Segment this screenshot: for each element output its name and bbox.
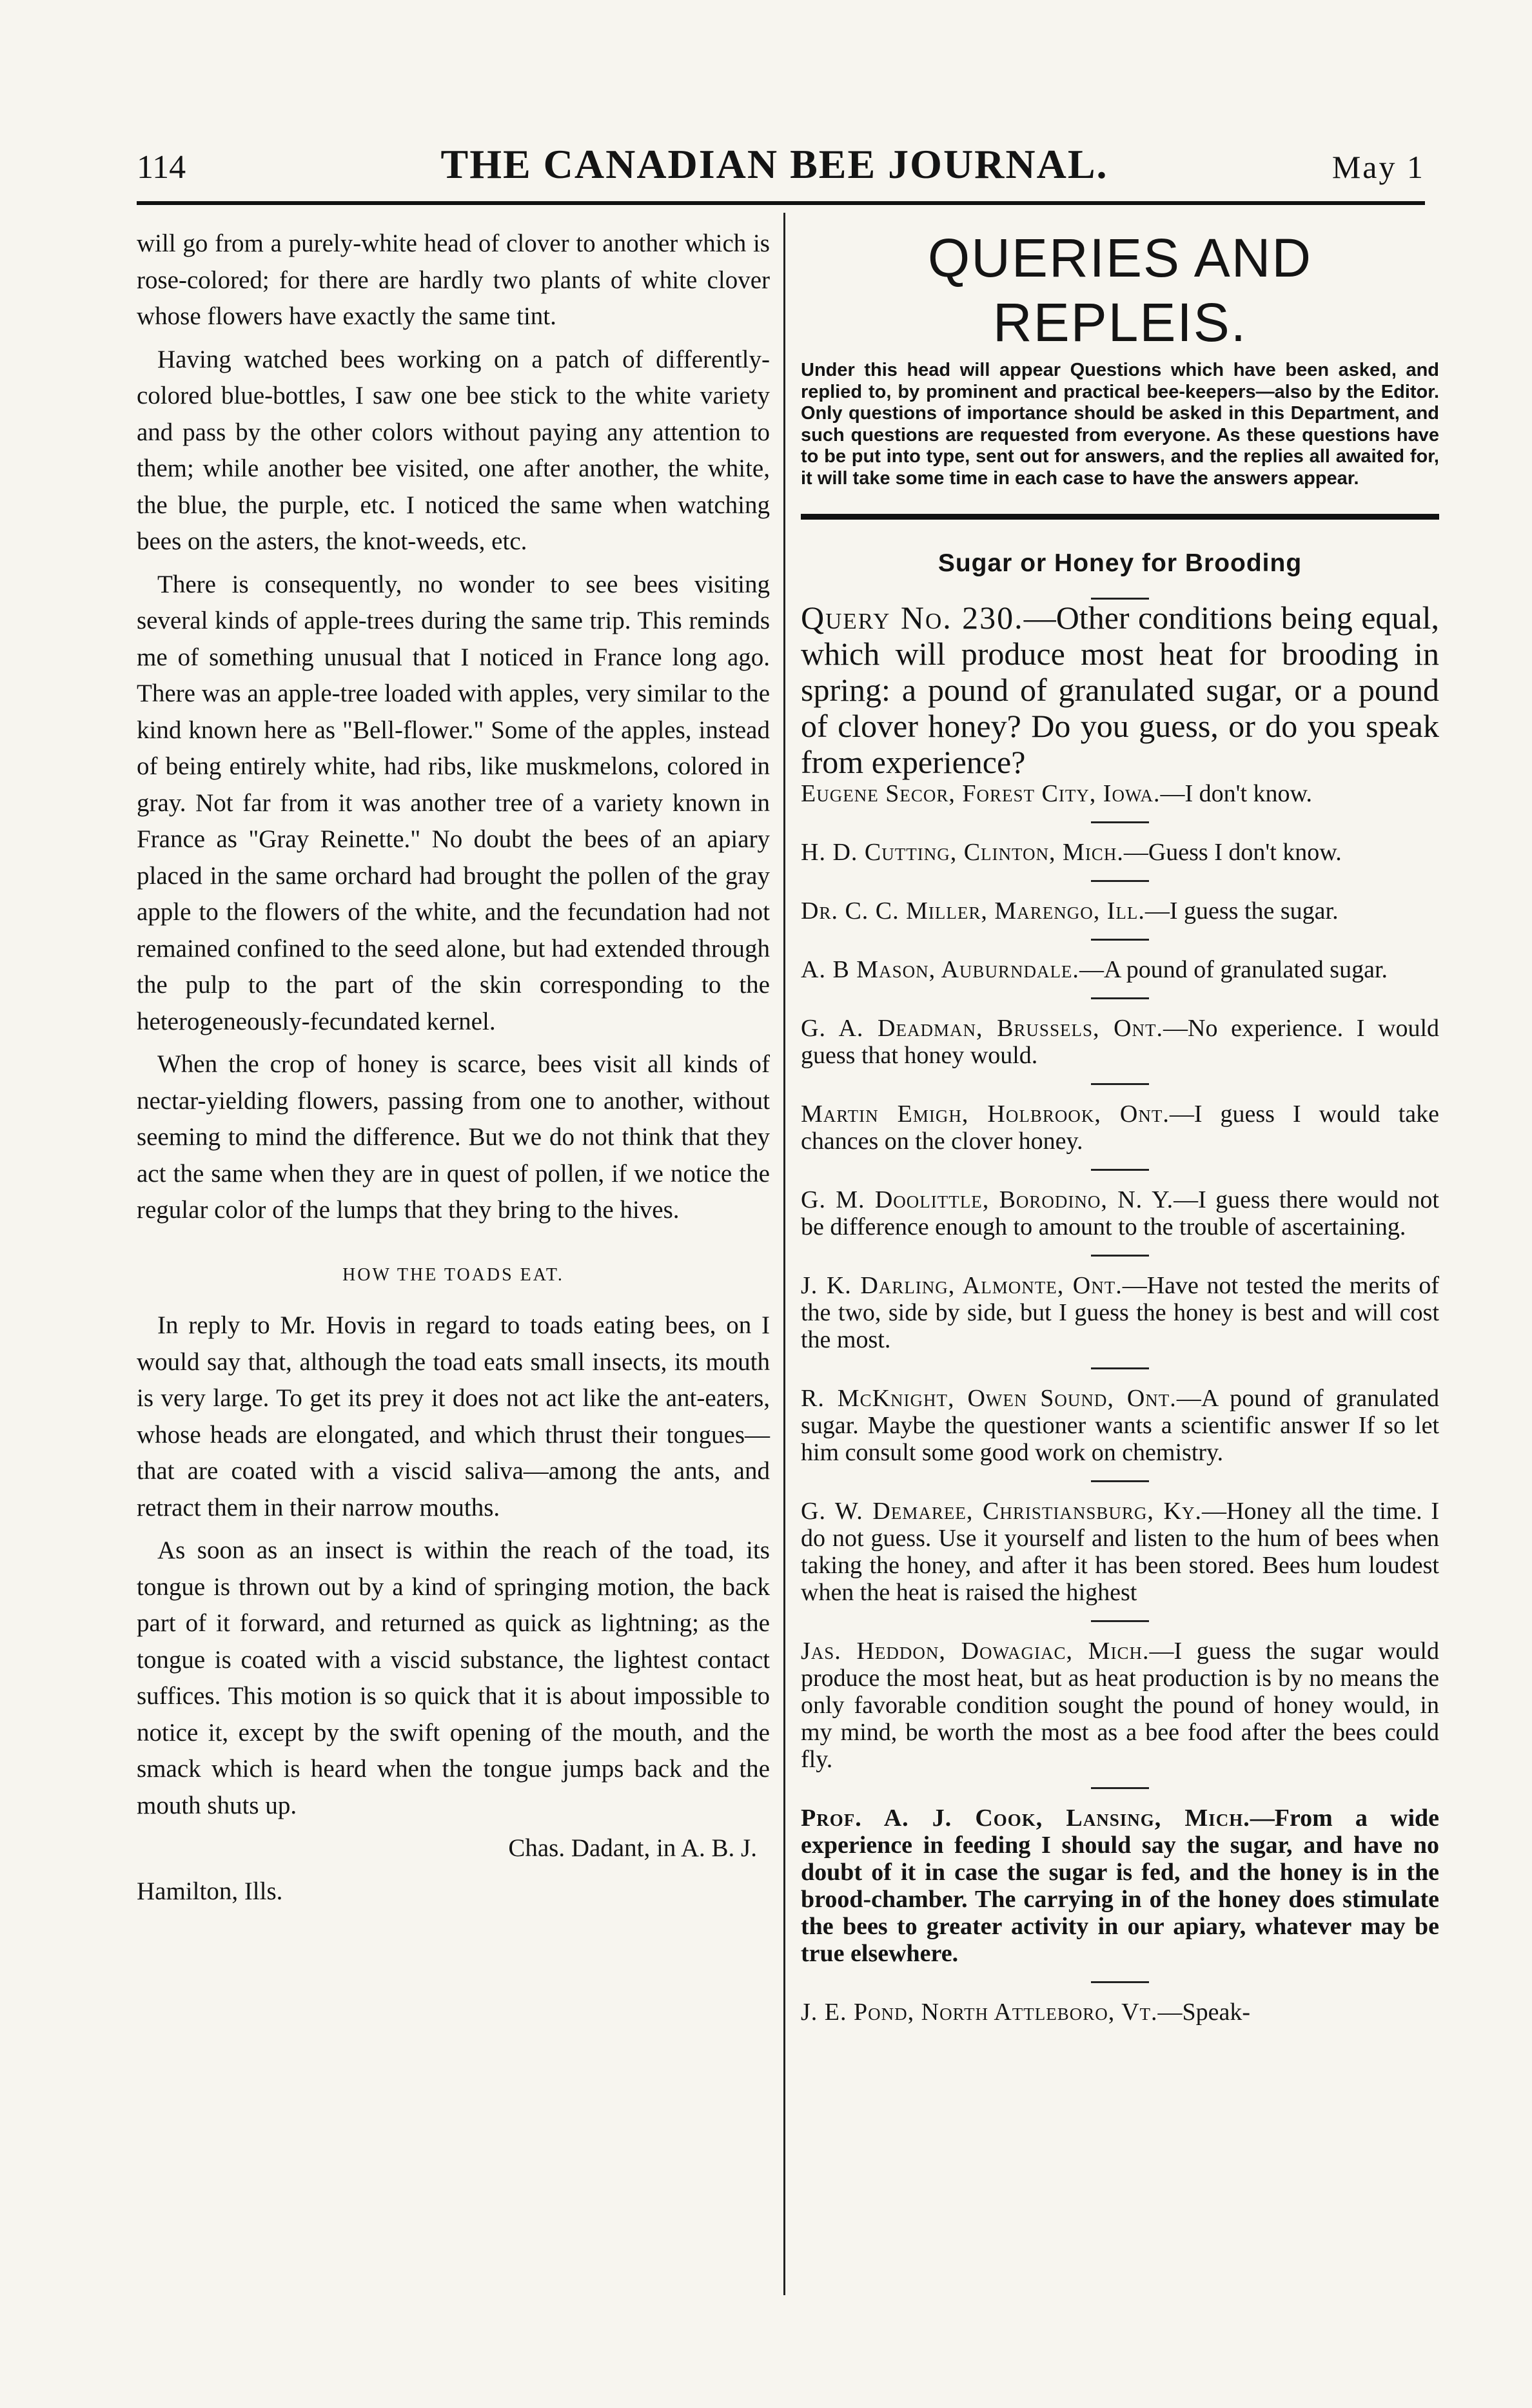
query-text — [801, 600, 1439, 780]
answer — [801, 1805, 1439, 1967]
answer — [801, 1186, 1439, 1240]
answer — [801, 1385, 1439, 1466]
answer — [801, 1272, 1439, 1353]
answer-name: R. McKnight, Owen Sound, Ont. — [801, 1384, 1177, 1412]
answer-text: —A pound of granulated sugar. — [1079, 955, 1388, 983]
article-place: Hamilton, Ills. — [137, 1877, 283, 1905]
answer-text: —Guess I don't know. — [1123, 838, 1342, 866]
paragraph: In reply to Mr. Hovis in regard to toads eating bees, on I would say that, although the toad eats small insects, its mouth is very large. To get its prey it does not act like the ant-eaters, whose heads are elongated, and which thrust their tongues—that are coated with a viscid saliva—among the ants, and retract them in their narrow mouths. — [137, 1311, 770, 1522]
short-rule — [1091, 939, 1149, 941]
query-body: —Other conditions being equal, which will produce most heat for brooding in spring: a pound of granulated sugar, or a pound of clover honey? Do you guess, or do you speak from experience? — [801, 599, 1439, 780]
short-rule — [1091, 1169, 1149, 1171]
answer — [801, 780, 1439, 807]
column-divider — [783, 213, 785, 2295]
answer-text: —I guess there would not be difference enough to amount to the trouble of ascertaining. — [801, 1186, 1439, 1240]
answer — [801, 1101, 1439, 1155]
answer-name: G. A. Deadman, Brussels, Ont. — [801, 1014, 1164, 1042]
short-rule — [1091, 821, 1149, 823]
answer-text: —A pound of granulated sugar. Maybe the questioner wants a scientific answer If so let him consult some good work on chemistry. — [801, 1384, 1439, 1466]
answer-text: —I guess the sugar. — [1144, 897, 1339, 925]
header-rule — [137, 201, 1425, 205]
right-column — [801, 226, 1439, 2026]
paragraph: Having watched bees working on a patch of differently-colored blue-bottles, I saw one bee stick to the white variety and pass by the other colors without paying any attention to them; while another bee visited, one after another, the white, the blue, the purple, etc. I noticed the same when watching bees on the asters, the knot-weeds, etc. — [137, 345, 770, 555]
short-rule — [1091, 1787, 1149, 1789]
answer-name: Prof. A. J. Cook, Lansing, Mich. — [801, 1804, 1250, 1832]
answer-text: —From a wide experience in feeding I should say the sugar, and have no doubt of it in case the sugar is fed, and the honey is in the brood-chamber. The carrying in of the honey does stimulate the bees to greater activity in our apiary, whatever may be true elsewhere. — [801, 1804, 1439, 1967]
left-column — [137, 226, 770, 1910]
answer — [801, 1999, 1439, 2026]
issue-date: May 1 — [1331, 149, 1425, 185]
answer — [801, 1498, 1439, 1606]
short-rule — [1091, 880, 1149, 882]
short-rule — [1091, 1620, 1149, 1622]
query-label: Query No. 230. — [801, 599, 1024, 636]
paragraph: will go from a purely-white head of clover to another which is rose-colored; for there are hardly two plants of white clover whose flowers have exactly the same tint. — [137, 230, 770, 330]
journal-title: THE CANADIAN BEE JOURNAL. — [440, 141, 1108, 187]
answer-name: J. K. Darling, Almonte, Ont. — [801, 1271, 1123, 1299]
section-heading: HOW THE TOADS EAT. — [342, 1264, 564, 1285]
answer-text: —I guess I would take chances on the clover honey. — [801, 1100, 1440, 1155]
answer-name: Jas. Heddon, Dowagiac, Mich. — [801, 1637, 1150, 1665]
short-rule — [1091, 1083, 1149, 1085]
query-heading: Sugar or Honey for Brooding — [938, 549, 1302, 577]
answer-text: —No experience. I would guess that honey would. — [801, 1014, 1440, 1069]
paragraph: As soon as an insect is within the reach of the toad, its tongue is thrown out by a kind of springing motion, the back part of it forward, and returned as quick as lightning; as the tongue is coated with a viscid substance, the lightest contact suffices. This motion is so quick that it is about impossible to notice it, except by the swift opening of the mouth, and the smack which is heard when the tongue jumps back and the mouth shuts up. — [137, 1536, 770, 1819]
paragraph: When the crop of honey is scarce, bees visit all kinds of nectar-yielding flowers, passing from one to another, without seeming to mind the difference. But we do not think that they act the same when they are in quest of pollen, if we notice the regular color of the lumps that they bring to the hives. — [137, 1050, 770, 1224]
answer — [801, 897, 1439, 925]
answer — [801, 956, 1439, 983]
short-rule — [1091, 1480, 1149, 1482]
paragraph: There is consequently, no wonder to see bees visiting several kinds of apple-trees during the same trip. This reminds me of something unusual that I noticed in France long ago. There was an apple-tree loaded with apples, very similar to the kind known here as "Bell-flower." Some of the apples, instead of being entirely white, had ribs, like muskmelons, colored in gray. Not far from it was another tree of a variety known in France as "Gray Reinette." No doubt the bees of an apiary placed in the same orchard had brought the pollen of the gray apple to the flowers of the white, and the fecundation had not remained confined to the seed alone, but had extended through the pulp to the part of the skin corresponding to the heterogeneously-fecundated kernel. — [137, 570, 770, 1035]
article-signature: Chas. Dadant, in A. B. J. — [508, 1834, 757, 1862]
answer-name: G. M. Doolittle, Borodino, N. Y. — [801, 1186, 1174, 1213]
answer-text: —Honey all the time. I do not guess. Use it yourself and listen to the hum of bees when taking the honey, and after it has been stored. Bees hum loudest when the heat is raised the highest — [801, 1497, 1439, 1606]
answer-name: Eugene Secor, Forest City, Iowa. — [801, 779, 1161, 807]
short-rule — [1091, 997, 1149, 999]
short-rule — [1091, 1367, 1149, 1369]
answer-name: G. W. Demaree, Christiansburg, Ky. — [801, 1497, 1202, 1525]
short-rule — [1091, 1981, 1149, 1983]
short-rule — [1091, 1255, 1149, 1257]
department-title: QUERIES AND REPLEIS. — [927, 228, 1313, 353]
page-number: 114 — [137, 149, 186, 186]
answer-name: Dr. C. C. Miller, Marengo, Ill. — [801, 897, 1145, 925]
answer — [801, 1015, 1439, 1069]
answer-name: H. D. Cutting, Clinton, Mich. — [801, 838, 1124, 866]
department-rule — [801, 514, 1439, 520]
answer — [801, 839, 1439, 866]
department-intro: Under this head will appear Questions which have been asked, and replied to, by prominent and practical bee-keepers—also by the Editor. Only questions of importance should be asked in this Department, and such questions are requested from everyone. As these questions have to be put into type, sent out for answers, and the replies all awaited for, it will take some time in each case to have the answers appear. — [801, 360, 1439, 489]
answer-name: A. B Mason, Auburndale. — [801, 955, 1079, 983]
answer-text: —I don't know. — [1160, 779, 1312, 807]
answer-name: Martin Emigh, Holbrook, Ont. — [801, 1100, 1170, 1128]
answer-name: J. E. Pond, North Attleboro, Vt. — [801, 1998, 1158, 2026]
answer-text: —Speak- — [1157, 1998, 1251, 2026]
page-header — [137, 141, 1425, 192]
answer-text: —I guess the sugar would produce the most heat, but as heat production is by no means the only favorable condition sought the pound of honey would, in my mind, be worth the most as a bee food after the bees could fly. — [801, 1637, 1439, 1773]
answer-text: —Have not tested the merits of the two, side by side, but I guess the honey is best and will cost the most. — [801, 1271, 1439, 1353]
answer — [801, 1638, 1439, 1773]
